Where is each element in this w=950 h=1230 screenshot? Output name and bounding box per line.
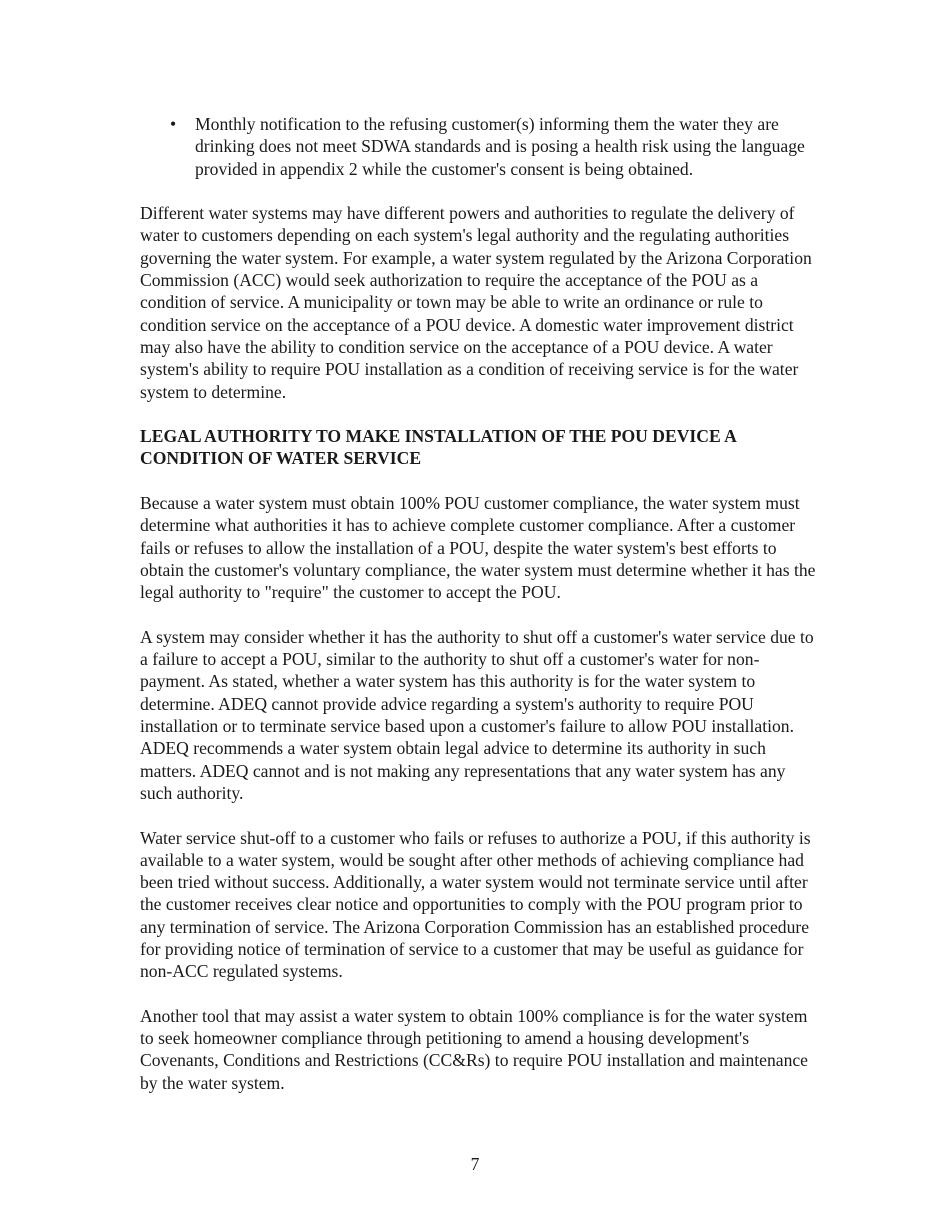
page-number: 7 [470, 1154, 480, 1174]
paragraph-ccr-tool: Another tool that may assist a water system to obtain 100% compliance is for the water system to seek homeowner compliance through petitioning to amend a housing development's Covenants, Conditions and Restrictions (CC&Rs) to require POU installation and maintenance by the water system. [140, 1005, 808, 1093]
paragraph-shut-off-authority: A system may consider whether it has the authority to shut off a customer's water service due to a failure to accept a POU, similar to the authority to shut off a customer's water for non-payment. As stated, whether a water system has this authority is for the water system to determine. ADEQ cannot provide advice regarding a system's authority to require POU installation or to terminate service based upon a customer's failure to allow POU installation. ADEQ recommends a water system obtain legal advice to determine its authority in such matters. ADEQ cannot and is not making any representations that any water system has any such authority. [140, 626, 814, 803]
document-page [140, 113, 816, 1116]
bullet-text: Monthly notification to the refusing customer(s) informing them the water they are drinking does not meet SDWA standards and is posing a health risk using the language provided in appendix 2 while the customer's consent is being obtained. [195, 114, 805, 179]
section-heading: LEGAL AUTHORITY TO MAKE INSTALLATION OF THE POU DEVICE A CONDITION OF WATER SERVICE [140, 426, 736, 469]
paragraph-customer-compliance: Because a water system must obtain 100% POU customer compliance, the water system must determine what authorities it has to achieve complete customer compliance. After a customer fails or refuses to allow the installation of a POU, despite the water system's best efforts to obtain the customer's voluntary compliance, the water system must determine whether it has the legal authority to "require" the customer to accept the POU. [140, 493, 816, 603]
paragraph-service-shut-off: Water service shut-off to a customer who fails or refuses to authorize a POU, if this authority is available to a water system, would be sought after other methods of achieving compliance had been tried without success. Additionally, a water system would not terminate service until after the customer receives clear notice and opportunities to comply with the POU program prior to any termination of service. The Arizona Corporation Commission has an established procedure for providing notice of termination of service to a customer that may be useful as guidance for non-ACC regulated systems. [140, 827, 811, 982]
bullet-list [140, 113, 816, 180]
bullet-icon: • [170, 114, 177, 134]
list-item [140, 113, 816, 180]
paragraph-water-system-powers: Different water systems may have different powers and authorities to regulate the delivery of water to customers depending on each system's legal authority and the regulating authorities governing the water system. For example, a water system regulated by the Arizona Corporation Commission (ACC) would seek authorization to require the acceptance of the POU as a condition of service. A municipality or town may be able to write an ordinance or rule to condition service on the acceptance of a POU device. A domestic water improvement district may also have the ability to condition service on the acceptance of a POU device. A water system's ability to require POU installation as a condition of receiving service is for the water system to determine. [140, 203, 812, 402]
